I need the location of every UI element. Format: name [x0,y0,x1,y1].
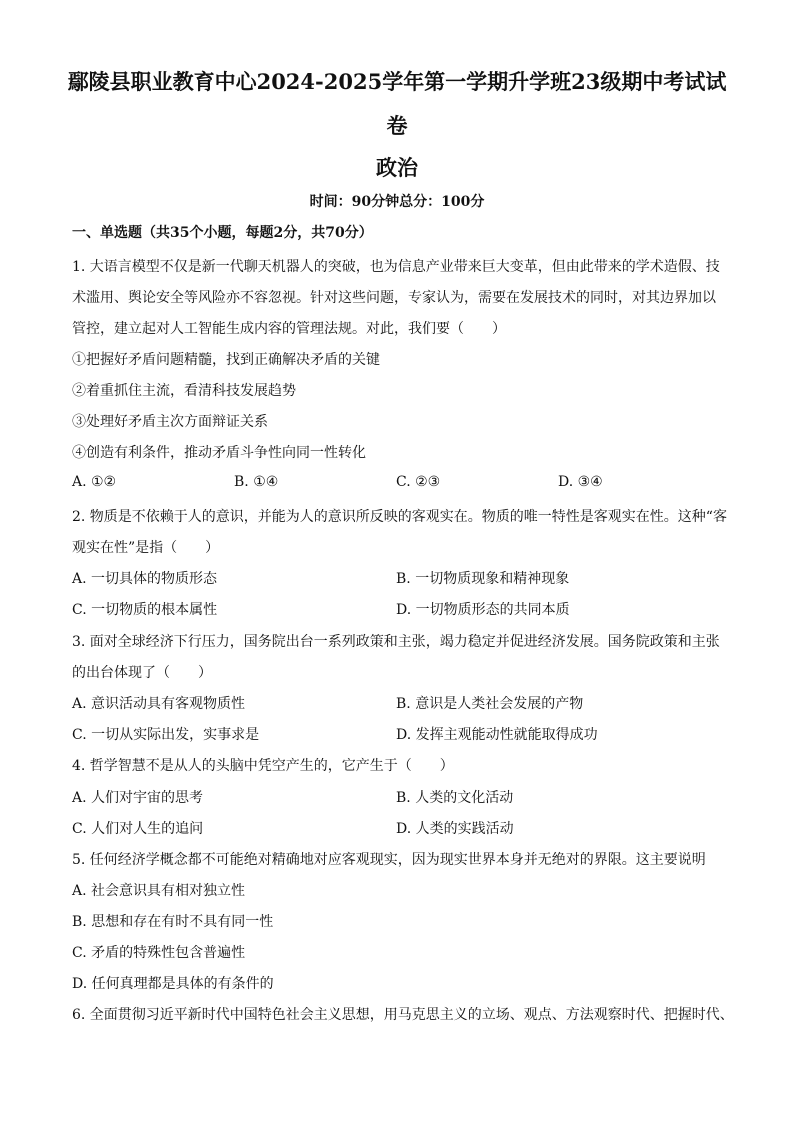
question-1-statement: ①把握好矛盾问题精髓，找到正确解决矛盾的关键 [72,352,380,368]
question-3-stem-line: 3. 面对全球经济下行压力，国务院出台一系列政策和主张，竭力稳定并促进经济发展。国务院政策和主张 [72,634,720,650]
question-3-option-b: B. 意识是人类社会发展的产物 [396,696,584,712]
question-4-option-a: A. 人们对宇宙的思考 [72,790,204,806]
question-3-option-a: A. 意识活动具有客观物质性 [72,696,246,712]
question-6-stem-line: 6. 全面贯彻习近平新时代中国特色社会主义思想，用马克思主义的立场、观点、方法观察时代、把握时代、 [72,1007,734,1023]
question-1-stem-line: 管控，建立起对人工智能生成内容的管理法规。对此，我们要（ ） [72,321,506,337]
question-5-option-c: C. 矛盾的特殊性包含普遍性 [72,945,246,961]
question-4-option-b: B. 人类的文化活动 [396,790,514,806]
question-2-option-b: B. 一切物质现象和精神现象 [396,571,570,587]
exam-meta: 时间：90分钟总分：100分 [309,194,485,210]
exam-title-line1: 鄢陵县职业教育中心2024-2025学年第一学期升学班23级期中考试试 [67,69,727,94]
exam-title-line2: 卷 [386,113,408,138]
question-2-stem-line: 观实在性”是指（ ） [72,540,220,556]
question-4-option-c: C. 人们对人生的追问 [72,821,204,837]
question-4-stem-line: 4. 哲学智慧不是从人的头脑中凭空产生的，它产生于（ ） [72,758,454,774]
question-2-option-c: C. 一切物质的根本属性 [72,602,218,618]
question-5-option-d: D. 任何真理都是具体的有条件的 [72,976,274,992]
question-1-stem-line: 术滥用、舆论安全等风险亦不容忽视。针对这些问题，专家认为，需要在发展技术的同时，对其边界加以 [72,290,716,306]
section-heading: 一、单选题（共35个小题，每题2分，共70分） [72,225,373,241]
question-1-statement: ②着重抓住主流，看清科技发展趋势 [72,383,296,399]
question-2-stem-line: 2. 物质是不依赖于人的意识，并能为人的意识所反映的客观实在。物质的唯一特性是客观实在性。这种“客 [72,509,727,525]
question-3-option-c: C. 一切从实际出发，实事求是 [72,727,260,743]
subject-title: 政治 [376,155,418,180]
question-1-statement: ③处理好矛盾主次方面辩证关系 [72,414,268,430]
question-5-option-b: B. 思想和存在有时不具有同一性 [72,914,274,930]
question-1-option-d: D. ③④ [558,474,603,490]
question-1-option-c: C. ②③ [396,474,441,490]
question-2-option-a: A. 一切具体的物质形态 [72,571,218,587]
question-3-stem-line: 的出台体现了（ ） [72,665,212,681]
question-4-option-d: D. 人类的实践活动 [396,821,514,837]
question-1-option-b: B. ①④ [234,474,279,490]
question-2-option-d: D. 一切物质形态的共同本质 [396,602,570,618]
question-5-option-a: A. 社会意识具有相对独立性 [72,883,246,899]
question-1-statement: ④创造有利条件，推动矛盾斗争性向同一性转化 [72,445,366,461]
question-1-stem-line: 1. 大语言模型不仅是新一代聊天机器人的突破，也为信息产业带来巨大变革，但由此带来的学术造假、技 [72,259,720,275]
question-3-option-d: D. 发挥主观能动性就能取得成功 [396,727,598,743]
question-5-stem-line: 5. 任何经济学概念都不可能绝对精确地对应客观现实，因为现实世界本身并无绝对的界限。这主要说明 [72,852,706,868]
question-1-option-a: A. ①② [72,474,117,490]
